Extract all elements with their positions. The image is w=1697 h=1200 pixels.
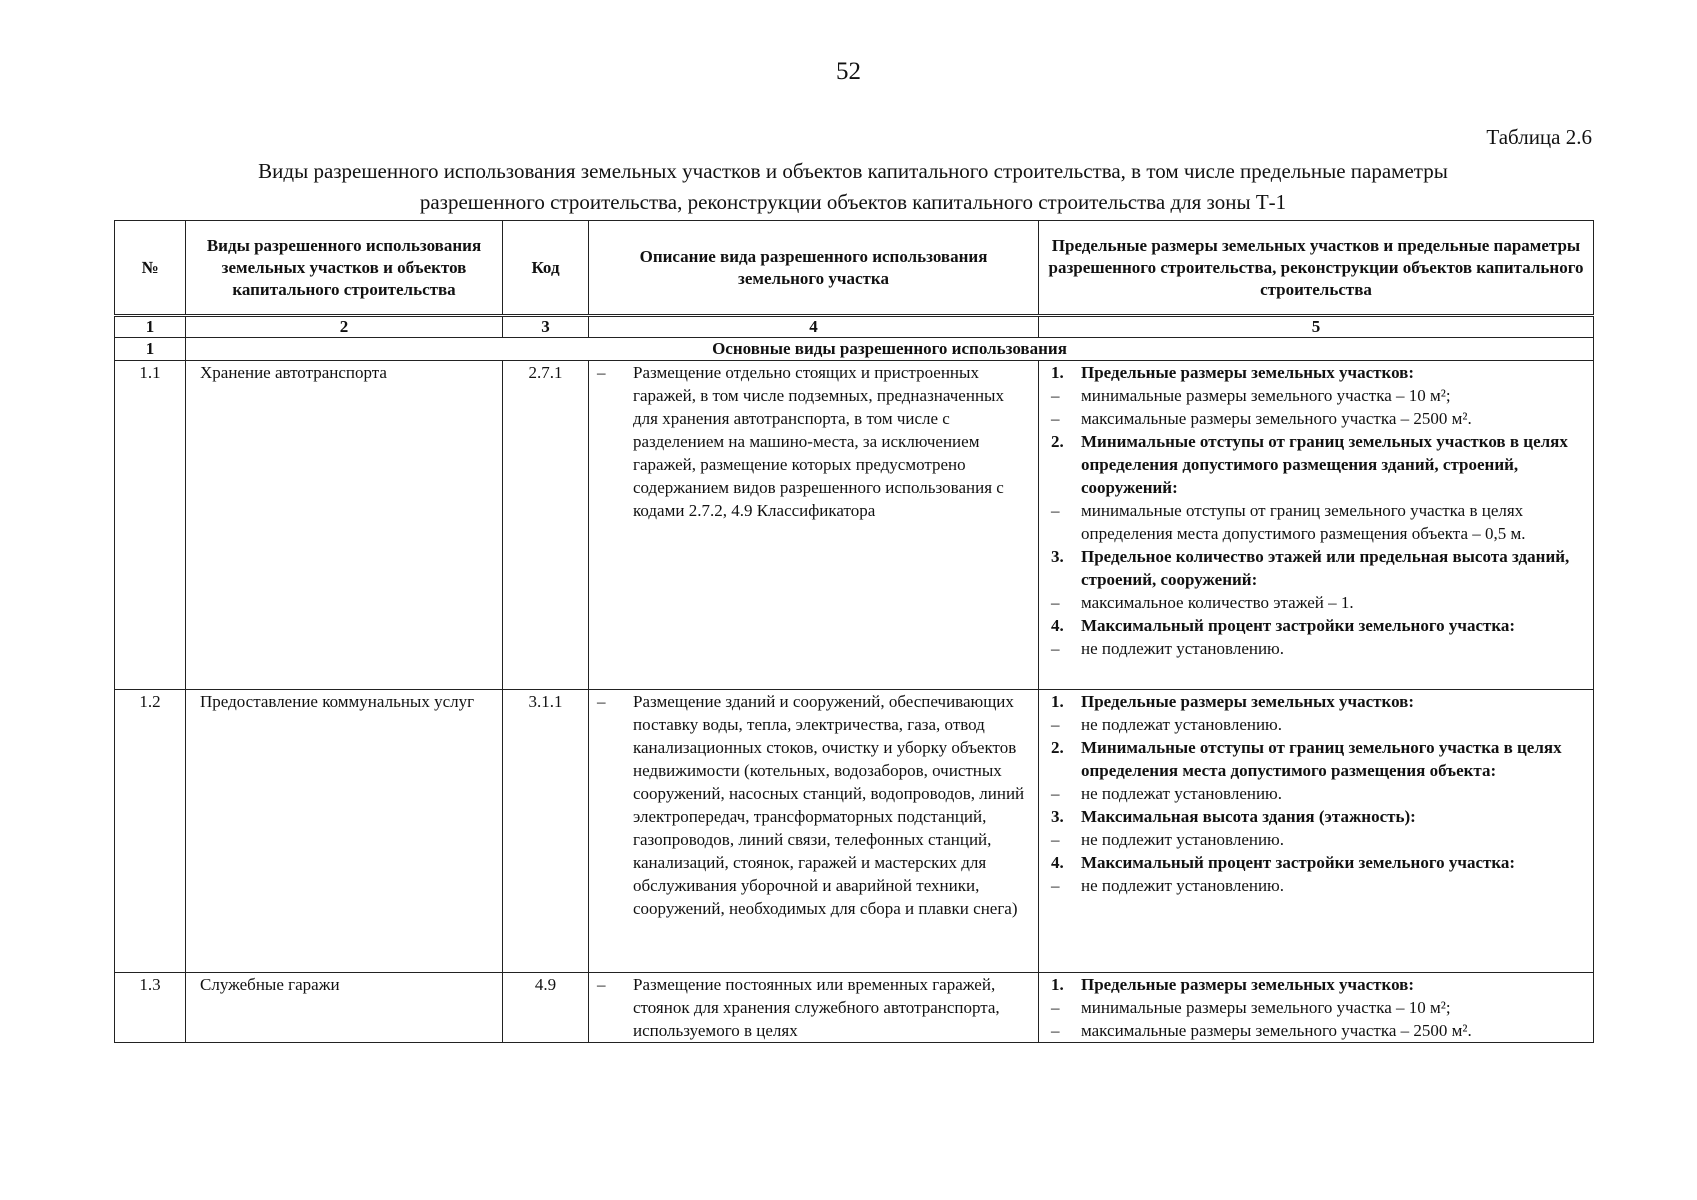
parameter-number: 3. <box>1051 547 1064 566</box>
list-dash: – <box>597 692 606 711</box>
parameter-value: не подлежит установлению. <box>1081 639 1285 658</box>
table-label: Таблица 2.6 <box>1486 125 1592 149</box>
use-type-name: Предоставление коммунальных услуг <box>186 690 503 973</box>
parameter-item <box>1045 996 1587 1019</box>
parameter-title: Предельные размеры земельных участков: <box>1081 692 1415 711</box>
list-dash: – <box>597 363 606 382</box>
parameter-item <box>1045 499 1587 545</box>
row-number: 1.3 <box>115 973 186 1043</box>
use-type-code: 2.7.1 <box>503 361 589 690</box>
list-dash: – <box>1051 876 1060 895</box>
parameter-item <box>1045 828 1587 851</box>
column-number: 2 <box>186 316 503 338</box>
parameter-value: максимальные размеры земельного участка – 2500 м². <box>1081 409 1472 428</box>
parameters-cell <box>1039 690 1594 973</box>
table-row <box>115 973 1594 1043</box>
description-text: Размещение постоянных или временных гаражей, стоянок для хранения служебного автотранспорта, используемого в целях <box>633 975 1000 1040</box>
list-dash: – <box>1051 830 1060 849</box>
description-item <box>595 973 1032 1042</box>
section-row <box>115 338 1594 361</box>
list-dash: – <box>1051 386 1060 405</box>
use-type-name: Служебные гаражи <box>186 973 503 1043</box>
parameter-item <box>1045 1019 1587 1042</box>
list-dash: – <box>597 975 606 994</box>
parameter-heading <box>1045 614 1587 637</box>
row-number: 1.1 <box>115 361 186 690</box>
caption-line: разрешенного строительства, реконструкции объектов капитального строительства для зоны Т-1 <box>419 190 1287 214</box>
column-number: 5 <box>1039 316 1594 338</box>
parameter-title: Предельное количество этажей или предельная высота зданий, строений, сооружений: <box>1081 547 1570 589</box>
parameter-number: 1. <box>1051 975 1064 994</box>
parameter-heading <box>1045 361 1587 384</box>
parameter-item <box>1045 384 1587 407</box>
parameters-cell <box>1039 361 1594 690</box>
parameter-value: минимальные размеры земельного участка – 10 м²; <box>1081 386 1451 405</box>
parameter-number: 3. <box>1051 807 1064 826</box>
parameter-title: Минимальные отступы от границ земельного участка в целях определения места допустимого размещения объекта: <box>1081 738 1562 780</box>
parameter-heading <box>1045 851 1587 874</box>
list-dash: – <box>1051 639 1060 658</box>
parameter-title: Предельные размеры земельных участков: <box>1081 363 1415 382</box>
parameters-cell <box>1039 973 1594 1043</box>
section-number: 1 <box>115 338 186 361</box>
parameter-number: 1. <box>1051 692 1064 711</box>
parameter-title: Максимальный процент застройки земельного участка: <box>1081 853 1516 872</box>
header-code: Код <box>503 221 589 316</box>
parameter-heading <box>1045 690 1587 713</box>
list-dash: – <box>1051 998 1060 1017</box>
column-number: 3 <box>503 316 589 338</box>
parameter-heading <box>1045 545 1587 591</box>
parameter-item <box>1045 782 1587 805</box>
parameter-value: не подлежит установлению. <box>1081 876 1285 895</box>
header-description: Описание вида разрешенного использования земельного участка <box>589 221 1039 316</box>
parameter-title: Максимальный процент застройки земельного участка: <box>1081 616 1516 635</box>
description-item <box>595 361 1032 522</box>
section-title: Основные виды разрешенного использования <box>186 338 1594 361</box>
parameter-title: Предельные размеры земельных участков: <box>1081 975 1415 994</box>
list-dash: – <box>1051 784 1060 803</box>
table-header-row <box>115 221 1594 316</box>
parameter-title: Максимальная высота здания (этажность): <box>1081 807 1416 826</box>
land-use-table <box>114 220 1594 1043</box>
parameter-heading <box>1045 736 1587 782</box>
table-row <box>115 690 1594 973</box>
parameter-number: 4. <box>1051 853 1064 872</box>
parameter-item <box>1045 407 1587 430</box>
parameter-item <box>1045 591 1587 614</box>
parameter-value: максимальное количество этажей – 1. <box>1081 593 1354 612</box>
description-item <box>595 690 1032 920</box>
list-dash: – <box>1051 593 1060 612</box>
column-number-row <box>115 316 1594 338</box>
row-number: 1.2 <box>115 690 186 973</box>
parameter-value: не подлежат установлению. <box>1081 715 1283 734</box>
parameter-heading <box>1045 430 1587 499</box>
page-number: 52 <box>836 58 861 85</box>
parameter-item <box>1045 637 1587 660</box>
parameter-value: не подлежат установлению. <box>1081 784 1283 803</box>
parameter-heading <box>1045 973 1587 996</box>
header-num: № <box>115 221 186 316</box>
caption-line: Виды разрешенного использования земельных участков и объектов капитального строительства, в том числе предельные параметры <box>258 159 1448 183</box>
parameter-heading <box>1045 805 1587 828</box>
use-type-code: 3.1.1 <box>503 690 589 973</box>
parameter-value: максимальные размеры земельного участка – 2500 м². <box>1081 1021 1472 1040</box>
column-number: 4 <box>589 316 1039 338</box>
list-dash: – <box>1051 715 1060 734</box>
parameter-title: Минимальные отступы от границ земельных участков в целях определения допустимого размещения зданий, строений, сооружений: <box>1081 432 1568 497</box>
use-type-description <box>589 361 1039 690</box>
table-caption <box>115 156 1591 218</box>
list-dash: – <box>1051 409 1060 428</box>
table-row <box>115 361 1594 690</box>
parameter-number: 2. <box>1051 738 1064 757</box>
parameter-number: 4. <box>1051 616 1064 635</box>
use-type-name: Хранение автотранспорта <box>186 361 503 690</box>
header-parameters: Предельные размеры земельных участков и предельные параметры разрешенного строительства, реконструкции объектов капитального строительства <box>1039 221 1594 316</box>
parameter-item <box>1045 874 1587 897</box>
parameter-item <box>1045 713 1587 736</box>
use-type-code: 4.9 <box>503 973 589 1043</box>
column-number: 1 <box>115 316 186 338</box>
header-use-type: Виды разрешенного использования земельных участков и объектов капитального строительства <box>186 221 503 316</box>
parameter-number: 2. <box>1051 432 1064 451</box>
description-text: Размещение отдельно стоящих и пристроенных гаражей, в том числе подземных, предназначенных для хранения автотранспорта, в том числе с разделением на машино-места, за исключением гаражей, размещение которых предусмотрено содержанием видов разрешенного использования с кодами 2.7.2, 4.9 Классификатора <box>633 363 1004 520</box>
parameter-value: минимальные отступы от границ земельного участка в целях определения места допустимого размещения объекта – 0,5 м. <box>1081 501 1526 543</box>
parameter-number: 1. <box>1051 363 1064 382</box>
description-text: Размещение зданий и сооружений, обеспечивающих поставку воды, тепла, электричества, газа, отвод канализационных стоков, очистку и уборку объектов недвижимости (котельных, водозаборов, очистных сооружений, насосных станций, водопроводов, линий электропередач, трансформаторных подстанций, газопроводов, линий связи, телефонных станций, канализаций, стоянок, гаражей и мастерских для обслуживания уборочной и аварийной техники, сооружений, необходимых для сбора и плавки снега) <box>633 692 1025 918</box>
parameter-value: не подлежит установлению. <box>1081 830 1285 849</box>
use-type-description <box>589 690 1039 973</box>
list-dash: – <box>1051 501 1060 520</box>
parameter-value: минимальные размеры земельного участка – 10 м²; <box>1081 998 1451 1017</box>
use-type-description <box>589 973 1039 1043</box>
list-dash: – <box>1051 1021 1060 1040</box>
